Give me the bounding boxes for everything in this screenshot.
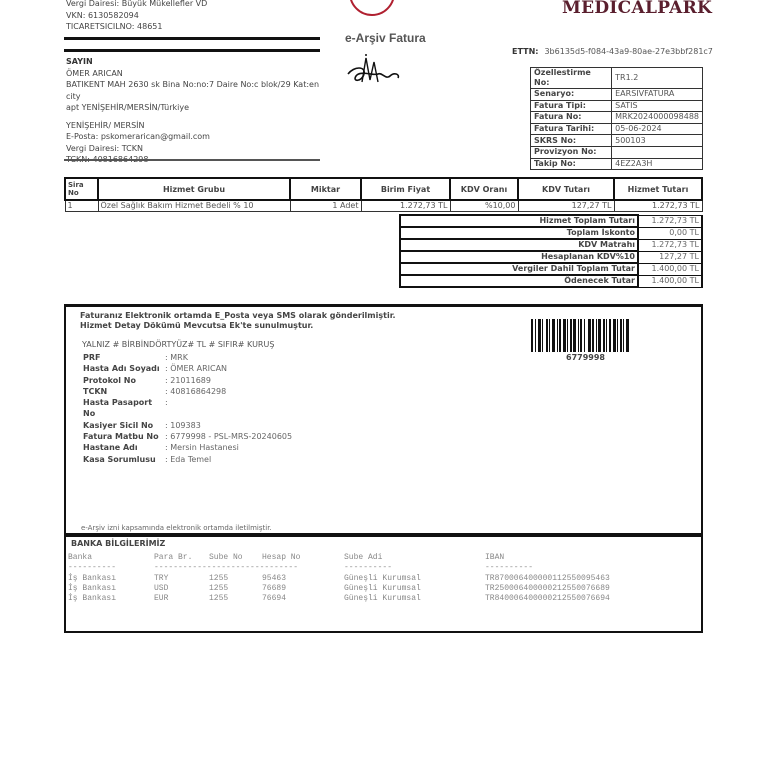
detail-value: : 109383 (165, 420, 201, 430)
detail-value: : MRK (165, 353, 188, 362)
info-row (531, 68, 703, 89)
detail-value: : Eda Temel (165, 454, 212, 464)
total-row (400, 227, 702, 239)
col-header: Hesap No (262, 553, 301, 562)
info-value: 05-06-2024 (612, 123, 703, 135)
detail-row (83, 454, 292, 465)
col-header: KDV Oranı (450, 178, 518, 200)
detail-row (83, 397, 292, 420)
cell-unit-price: 1.272,73 TL (361, 200, 450, 212)
total-value: 1.400,00 TL (638, 275, 702, 287)
cell-branch-name: Güneşli Kurumsal (344, 583, 421, 593)
col-header: Hizmet Grubu (98, 178, 290, 200)
info-value (612, 146, 703, 158)
col-header: Sube Adi (344, 553, 383, 562)
detail-value: : ÖMER ARICAN (165, 364, 228, 374)
col-header: Para Br. (154, 553, 193, 562)
col-header: KDV Tutarı (518, 178, 614, 200)
separator-row: ---------- ------------------------------ ---------- ---------- (68, 563, 534, 573)
info-value: 500103 (612, 135, 703, 147)
delivery-message-line1: Faturanız Elektronik ortamda E_Posta veya SMS olarak gönderilmiştir. (80, 311, 396, 320)
buyer-info (66, 56, 326, 166)
gib-seal-icon (349, 0, 395, 16)
detail-row (83, 431, 292, 442)
cell-vat-amount: 127,27 TL (518, 200, 614, 212)
detail-label: Kasa Sorumlusu (83, 454, 156, 464)
bank-info-title: BANKA BİLGİLERİMİZ (71, 539, 166, 548)
info-value: MRK2024000098488 (612, 112, 703, 124)
detail-label: PRF (83, 353, 101, 362)
cell-currency: USD (154, 583, 169, 593)
detail-row (83, 442, 292, 453)
cell-branch-name: Güneşli Kurumsal (344, 594, 421, 604)
col-header: Birim Fiyat (361, 178, 450, 200)
info-value: TR1.2 (612, 68, 703, 89)
detail-value: : Mersin Hastanesi (165, 443, 239, 453)
detail-value: : 21011689 (165, 375, 211, 385)
total-label: Hesaplanan KDV%10 (400, 251, 638, 263)
cell-account-no: 95463 (262, 573, 287, 583)
detail-label: Hastane Adı (83, 443, 138, 453)
divider (64, 159, 320, 161)
invoice-info-table (530, 67, 703, 170)
cell-currency: EUR (154, 594, 169, 604)
total-row (400, 215, 702, 227)
seller-trade-registry: TICARETSICILNO: 48651 (66, 22, 163, 31)
buyer-tax-office: Vergi Dairesi: TCKN (66, 143, 143, 153)
cell-account-no: 76689 (262, 583, 287, 593)
delivery-message-line2: Hizmet Detay Dökümü Mevcutsa Ek'te sunulmuştur. (80, 321, 314, 330)
buyer-name: ÖMER ARICAN (66, 68, 123, 78)
total-label: Hizmet Toplam Tutarı (400, 215, 638, 227)
buyer-title: SAYIN (66, 57, 93, 66)
divider (64, 37, 320, 40)
totals-table (399, 214, 703, 288)
cell-currency: TRY (154, 573, 169, 583)
signature-icon (344, 52, 404, 92)
total-value: 1.272,73 TL (638, 215, 702, 227)
brand-logo: MEDICALPARK (562, 0, 713, 18)
earsiv-footer-note: e-Arşiv izni kapsamında elektronik ortamda iletilmiştir. (81, 524, 272, 532)
detail-row (83, 352, 292, 363)
ettn (512, 47, 713, 56)
total-label: Vergiler Dahil Toplam Tutar (400, 263, 638, 275)
notes-box (64, 304, 703, 535)
cell-branch-no: 1255 (209, 594, 229, 604)
total-value: 1.272,73 TL (638, 239, 702, 251)
cell-vat-rate: %10,00 (450, 200, 518, 212)
cell-bank: İş Bankası (68, 583, 117, 593)
total-label: KDV Matrahı (400, 239, 638, 251)
patient-details (83, 352, 292, 465)
detail-value: : (165, 398, 168, 408)
table-row (65, 200, 702, 212)
items-table (64, 177, 703, 212)
info-row (531, 135, 703, 147)
detail-row (83, 420, 292, 431)
col-header: IBAN (485, 553, 505, 562)
total-row (400, 251, 702, 263)
ettn-label: ETTN: (512, 47, 539, 56)
buyer-address-line1: BATIKENT MAH 2630 sk Bina No:no:7 Daire No:c blok/29 Kat:en city (66, 80, 320, 101)
detail-label: Hasta Adı Soyadı (83, 364, 160, 374)
detail-value: : 40816864298 (165, 386, 227, 396)
info-row (531, 123, 703, 135)
col-header: Miktar (290, 178, 361, 200)
buyer-email: E-Posta: pskomerarican@gmail.com (66, 132, 210, 141)
info-label: Fatura Tipi: (531, 100, 612, 112)
detail-label: Kasiyer Sicil No (83, 420, 154, 430)
cell-branch-no: 1255 (209, 583, 229, 593)
total-row (400, 275, 702, 287)
buyer-address-line2: apt YENİŞEHİR/MERSİN/Türkiye (66, 103, 189, 112)
detail-row (83, 363, 292, 374)
delivery-message (80, 311, 396, 331)
info-label: Senaryo: (531, 89, 612, 101)
total-value: 0,00 TL (638, 227, 702, 239)
col-header: Sube No (209, 553, 243, 562)
total-label: Toplam İskonto (400, 227, 638, 239)
barcode-number: 6779998 (566, 353, 605, 362)
table-row (68, 574, 610, 583)
detail-label: Protokol No (83, 375, 136, 385)
cell-iban: TR870006400000112550095463 (485, 573, 610, 583)
col-header: Sira No (65, 178, 98, 200)
cell-bank: İş Bankası (68, 594, 117, 604)
info-value: 4EZ2A3H (612, 158, 703, 170)
barcode-icon (531, 319, 641, 352)
seller-info (66, 0, 207, 33)
cell-bank: İş Bankası (68, 573, 117, 583)
cell-iban: TR250006400000212550076689 (485, 583, 610, 593)
info-label: Özellestirme No: (531, 68, 612, 89)
bank-table (68, 553, 610, 604)
detail-value: : 6779998 - PSL-MRS-20240605 (165, 432, 293, 442)
col-header: Banka (68, 553, 93, 562)
total-label: Ödenecek Tutar (400, 275, 638, 287)
ettn-value: 3b6135d5-f084-43a9-80ae-27e3bbf281c7 (544, 47, 713, 56)
detail-row (83, 375, 292, 386)
seller-vkn: VKN: 6130582094 (66, 10, 139, 20)
info-row (531, 100, 703, 112)
items-header-row (65, 178, 702, 200)
cell-branch-name: Güneşli Kurumsal (344, 573, 421, 583)
amount-in-words: YALNIZ # BİRBİNDÖRTYÜZ# TL # SIFIR# KURUŞ (82, 340, 275, 349)
info-row (531, 112, 703, 124)
cell-account-no: 76694 (262, 594, 287, 604)
total-value: 127,27 TL (638, 251, 702, 263)
document-type-title: e-Arşiv Fatura (345, 31, 426, 45)
info-label: Fatura Tarihi: (531, 123, 612, 135)
col-header: Hizmet Tutarı (614, 178, 702, 200)
info-value: SATIS (612, 100, 703, 112)
info-row (531, 158, 703, 170)
total-row (400, 263, 702, 275)
buyer-city: YENİŞEHİR/ MERSİN (66, 120, 145, 130)
info-label: SKRS No: (531, 135, 612, 147)
total-row (400, 239, 702, 251)
detail-row (83, 386, 292, 397)
info-row (531, 146, 703, 158)
info-label: Fatura No: (531, 112, 612, 124)
table-row (68, 584, 610, 593)
seller-tax-office: Vergi Dairesi: Büyük Mükellefler VD (66, 0, 208, 8)
bank-header-row (68, 553, 504, 562)
info-label: Takip No: (531, 158, 612, 170)
info-value: EARSIVFATURA (612, 89, 703, 101)
detail-label: TCKN (83, 386, 108, 396)
cell-branch-no: 1255 (209, 573, 229, 583)
cell-service-amount: 1.272,73 TL (614, 200, 702, 212)
cell-sira: 1 (65, 200, 98, 212)
cell-service: Özel Sağlık Bakım Hizmet Bedeli % 10 (98, 200, 290, 212)
info-row (531, 89, 703, 101)
divider (64, 49, 320, 52)
detail-label: Fatura Matbu No (83, 432, 159, 442)
table-row (68, 594, 610, 603)
bank-info-box (64, 534, 703, 633)
info-label: Provizyon No: (531, 146, 612, 158)
cell-quantity: 1 Adet (290, 200, 361, 212)
detail-label: Hasta Pasaport No (83, 398, 153, 419)
total-value: 1.400,00 TL (638, 263, 702, 275)
cell-iban: TR840006400000212550076694 (485, 594, 610, 604)
